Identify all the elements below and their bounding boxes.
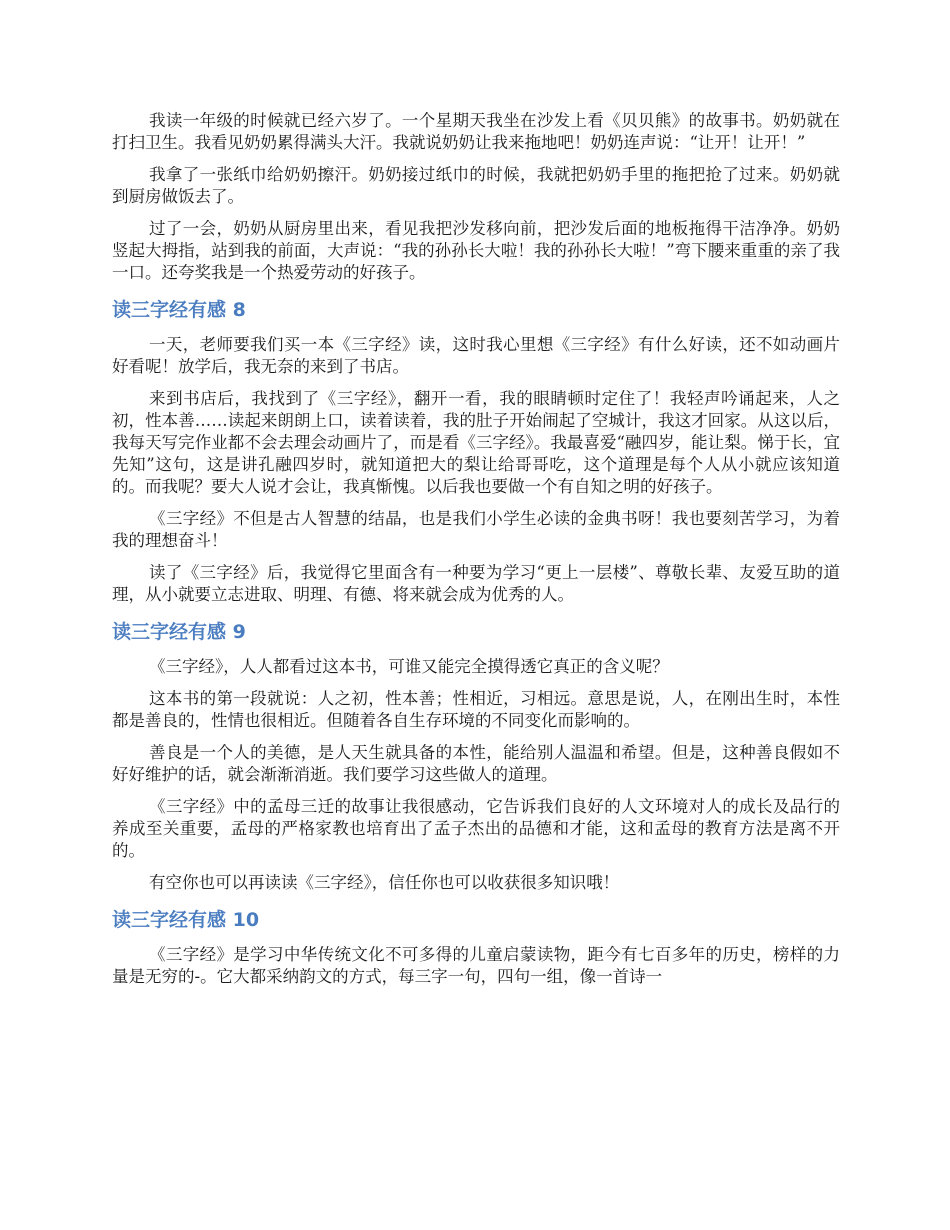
section-9 bbox=[112, 620, 840, 894]
paragraph: 《三字经》不但是古人智慧的结晶，也是我们小学生必读的金典书呀！我也要刻苦学习，为着我的理想奋斗！ bbox=[112, 509, 840, 550]
paragraph: 这本书的第一段就说：人之初，性本善；性相近，习相远。意思是说，人，在刚出生时，本性都是善良的，性情也很相近。但随着各自生存环境的不同变化而影响的。 bbox=[112, 689, 840, 730]
paragraph: 善良是一个人的美德，是人天生就具备的本性，能给别人温温和希望。但是，这种善良假如不好好维护的话，就会渐渐消逝。我们要学习这些做人的道理。 bbox=[112, 743, 840, 784]
paragraph: 过了一会，奶奶从厨房里出来，看见我把沙发移向前，把沙发后面的地板拖得干洁净净。奶奶竖起大拇指，站到我的前面，大声说：“我的孙孙长大啦！我的孙孙长大啦！”弯下腰来重重的亲了我一口。还夸奖我是一个热爱劳动的好孩子。 bbox=[112, 219, 840, 282]
section-10 bbox=[112, 908, 840, 988]
paragraph: 我拿了一张纸巾给奶奶擦汗。奶奶接过纸巾的时候，我就把奶奶手里的拖把抢了过来。奶奶就到厨房做饭去了。 bbox=[112, 165, 840, 206]
paragraph: 我读一年级的时候就已经六岁了。一个星期天我坐在沙发上看《贝贝熊》的故事书。奶奶就在打扫卫生。我看见奶奶累得满头大汗。我就说奶奶让我来拖地吧！奶奶连声说：“让开！让开！” bbox=[112, 111, 840, 152]
section-heading: 读三字经有感 9 bbox=[112, 621, 246, 643]
section-heading: 读三字经有感 10 bbox=[112, 909, 260, 931]
paragraph: 一天，老师要我们买一本《三字经》读，这时我心里想《三字经》有什么好读，还不如动画片好看呢！放学后，我无奈的来到了书店。 bbox=[112, 335, 840, 376]
intro-section bbox=[112, 110, 840, 284]
document-page bbox=[112, 110, 840, 998]
paragraph: 《三字经》，人人都看过这本书，可谁又能完全摸得透它真正的含义呢？ bbox=[149, 657, 669, 676]
paragraph: 《三字经》中的孟母三迁的故事让我很感动，它告诉我们良好的人文环境对人的成长及品行的养成至关重要，孟母的严格家教也培育出了孟子杰出的品德和才能，这和孟母的教育方法是离不开的。 bbox=[112, 797, 840, 860]
section-8 bbox=[112, 298, 840, 606]
section-heading: 读三字经有感 8 bbox=[112, 299, 246, 321]
paragraph: 有空你也可以再读读《三字经》，信任你也可以收获很多知识哦！ bbox=[149, 873, 620, 892]
paragraph: 来到书店后，我找到了《三字经》，翻开一看，我的眼睛顿时定住了！我轻声吟诵起来，人之初，性本善……读起来朗朗上口，读着读着，我的肚子开始闹起了空城计，我这才回家。从这以后，我每天写完作业都不会去理会动画片了，而是看《三字经》。我最喜爱“融四岁，能让梨。悌于长，宜先知”这句，这是讲孔融四岁时，就知道把大的梨让给哥哥吃，这个道理是每个人从小就应该知道的。而我呢？要大人说才会让，我真惭愧。以后我也要做一个有自知之明的好孩子。 bbox=[112, 389, 840, 496]
paragraph: 读了《三字经》后，我觉得它里面含有一种要为学习“更上一层楼”、尊敬长辈、友爱互助的道理，从小就要立志进取、明理、有德、将来就会成为优秀的人。 bbox=[112, 563, 840, 604]
paragraph: 《三字经》是学习中华传统文化不可多得的儿童启蒙读物，距今有七百多年的历史，榜样的力量是无穷的-。它大都采纳韵文的方式，每三字一句，四句一组，像一首诗一 bbox=[112, 945, 840, 986]
